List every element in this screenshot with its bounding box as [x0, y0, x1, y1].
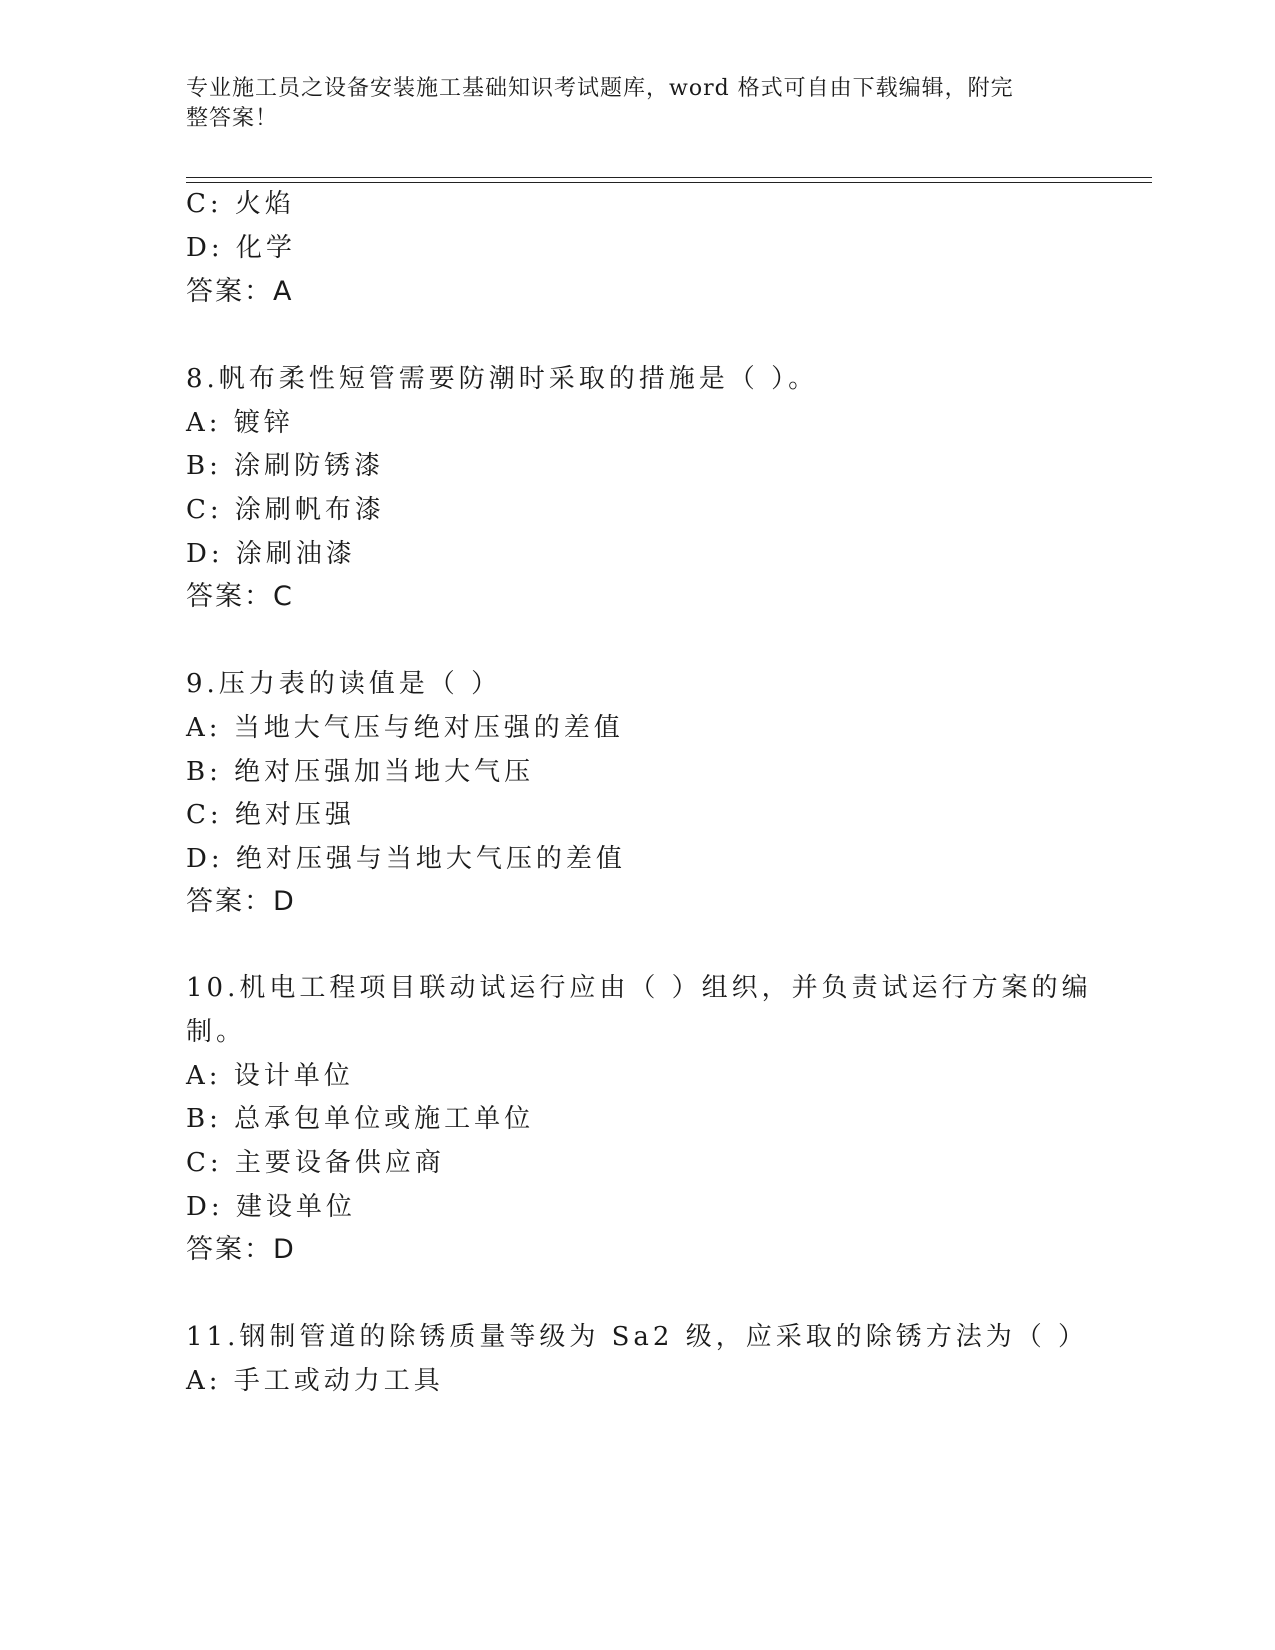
q7-answer: 答案：A	[186, 276, 294, 307]
header-line-1: 专业施工员之设备安装施工基础知识考试题库，word 格式可自由下载编辑，附完	[186, 76, 1014, 101]
q9-stem: 9.压力表的读值是（ ）	[186, 669, 502, 699]
q8-option-a: A: 镀锌	[186, 408, 294, 438]
q9-option-a: A: 当地大气压与绝对压强的差值	[186, 713, 624, 743]
q10-stem-line-2: 制。	[186, 1017, 247, 1047]
q10-option-b: B: 总承包单位或施工单位	[186, 1104, 535, 1134]
q10-answer: 答案：D	[186, 1234, 296, 1265]
q11-stem: 11.钢制管道的除锈质量等级为 Sa2 级，应采取的除锈方法为（ ）	[186, 1322, 1088, 1352]
q8-option-d: D: 涂刷油漆	[186, 539, 356, 569]
q9-option-d: D: 绝对压强与当地大气压的差值	[186, 844, 626, 874]
q7-option-d: D: 化学	[186, 233, 296, 263]
q8-option-b: B: 涂刷防锈漆	[186, 451, 385, 481]
q10-option-a: A: 设计单位	[186, 1061, 354, 1091]
q8-stem: 8.帆布柔性短管需要防潮时采取的措施是（ ）。	[186, 364, 819, 394]
q9-option-b: B: 绝对压强加当地大气压	[186, 757, 535, 787]
header-rule-bottom	[186, 182, 1152, 183]
q8-option-c: C: 涂刷帆布漆	[186, 495, 385, 525]
q9-answer: 答案：D	[186, 886, 296, 917]
q10-option-d: D: 建设单位	[186, 1192, 356, 1222]
q10-option-c: C: 主要设备供应商	[186, 1148, 445, 1178]
q10-stem-line-1: 10.机电工程项目联动试运行应由（ ）组织，并负责试运行方案的编	[186, 973, 1092, 1003]
q11-option-a: A: 手工或动力工具	[186, 1366, 444, 1396]
header-rule-top	[186, 177, 1152, 178]
q8-answer: 答案：C	[186, 581, 294, 612]
q9-option-c: C: 绝对压强	[186, 800, 355, 830]
header-line-2: 整答案！	[186, 106, 279, 131]
q7-option-c: C: 火焰	[186, 189, 295, 219]
page-header	[186, 74, 1066, 134]
